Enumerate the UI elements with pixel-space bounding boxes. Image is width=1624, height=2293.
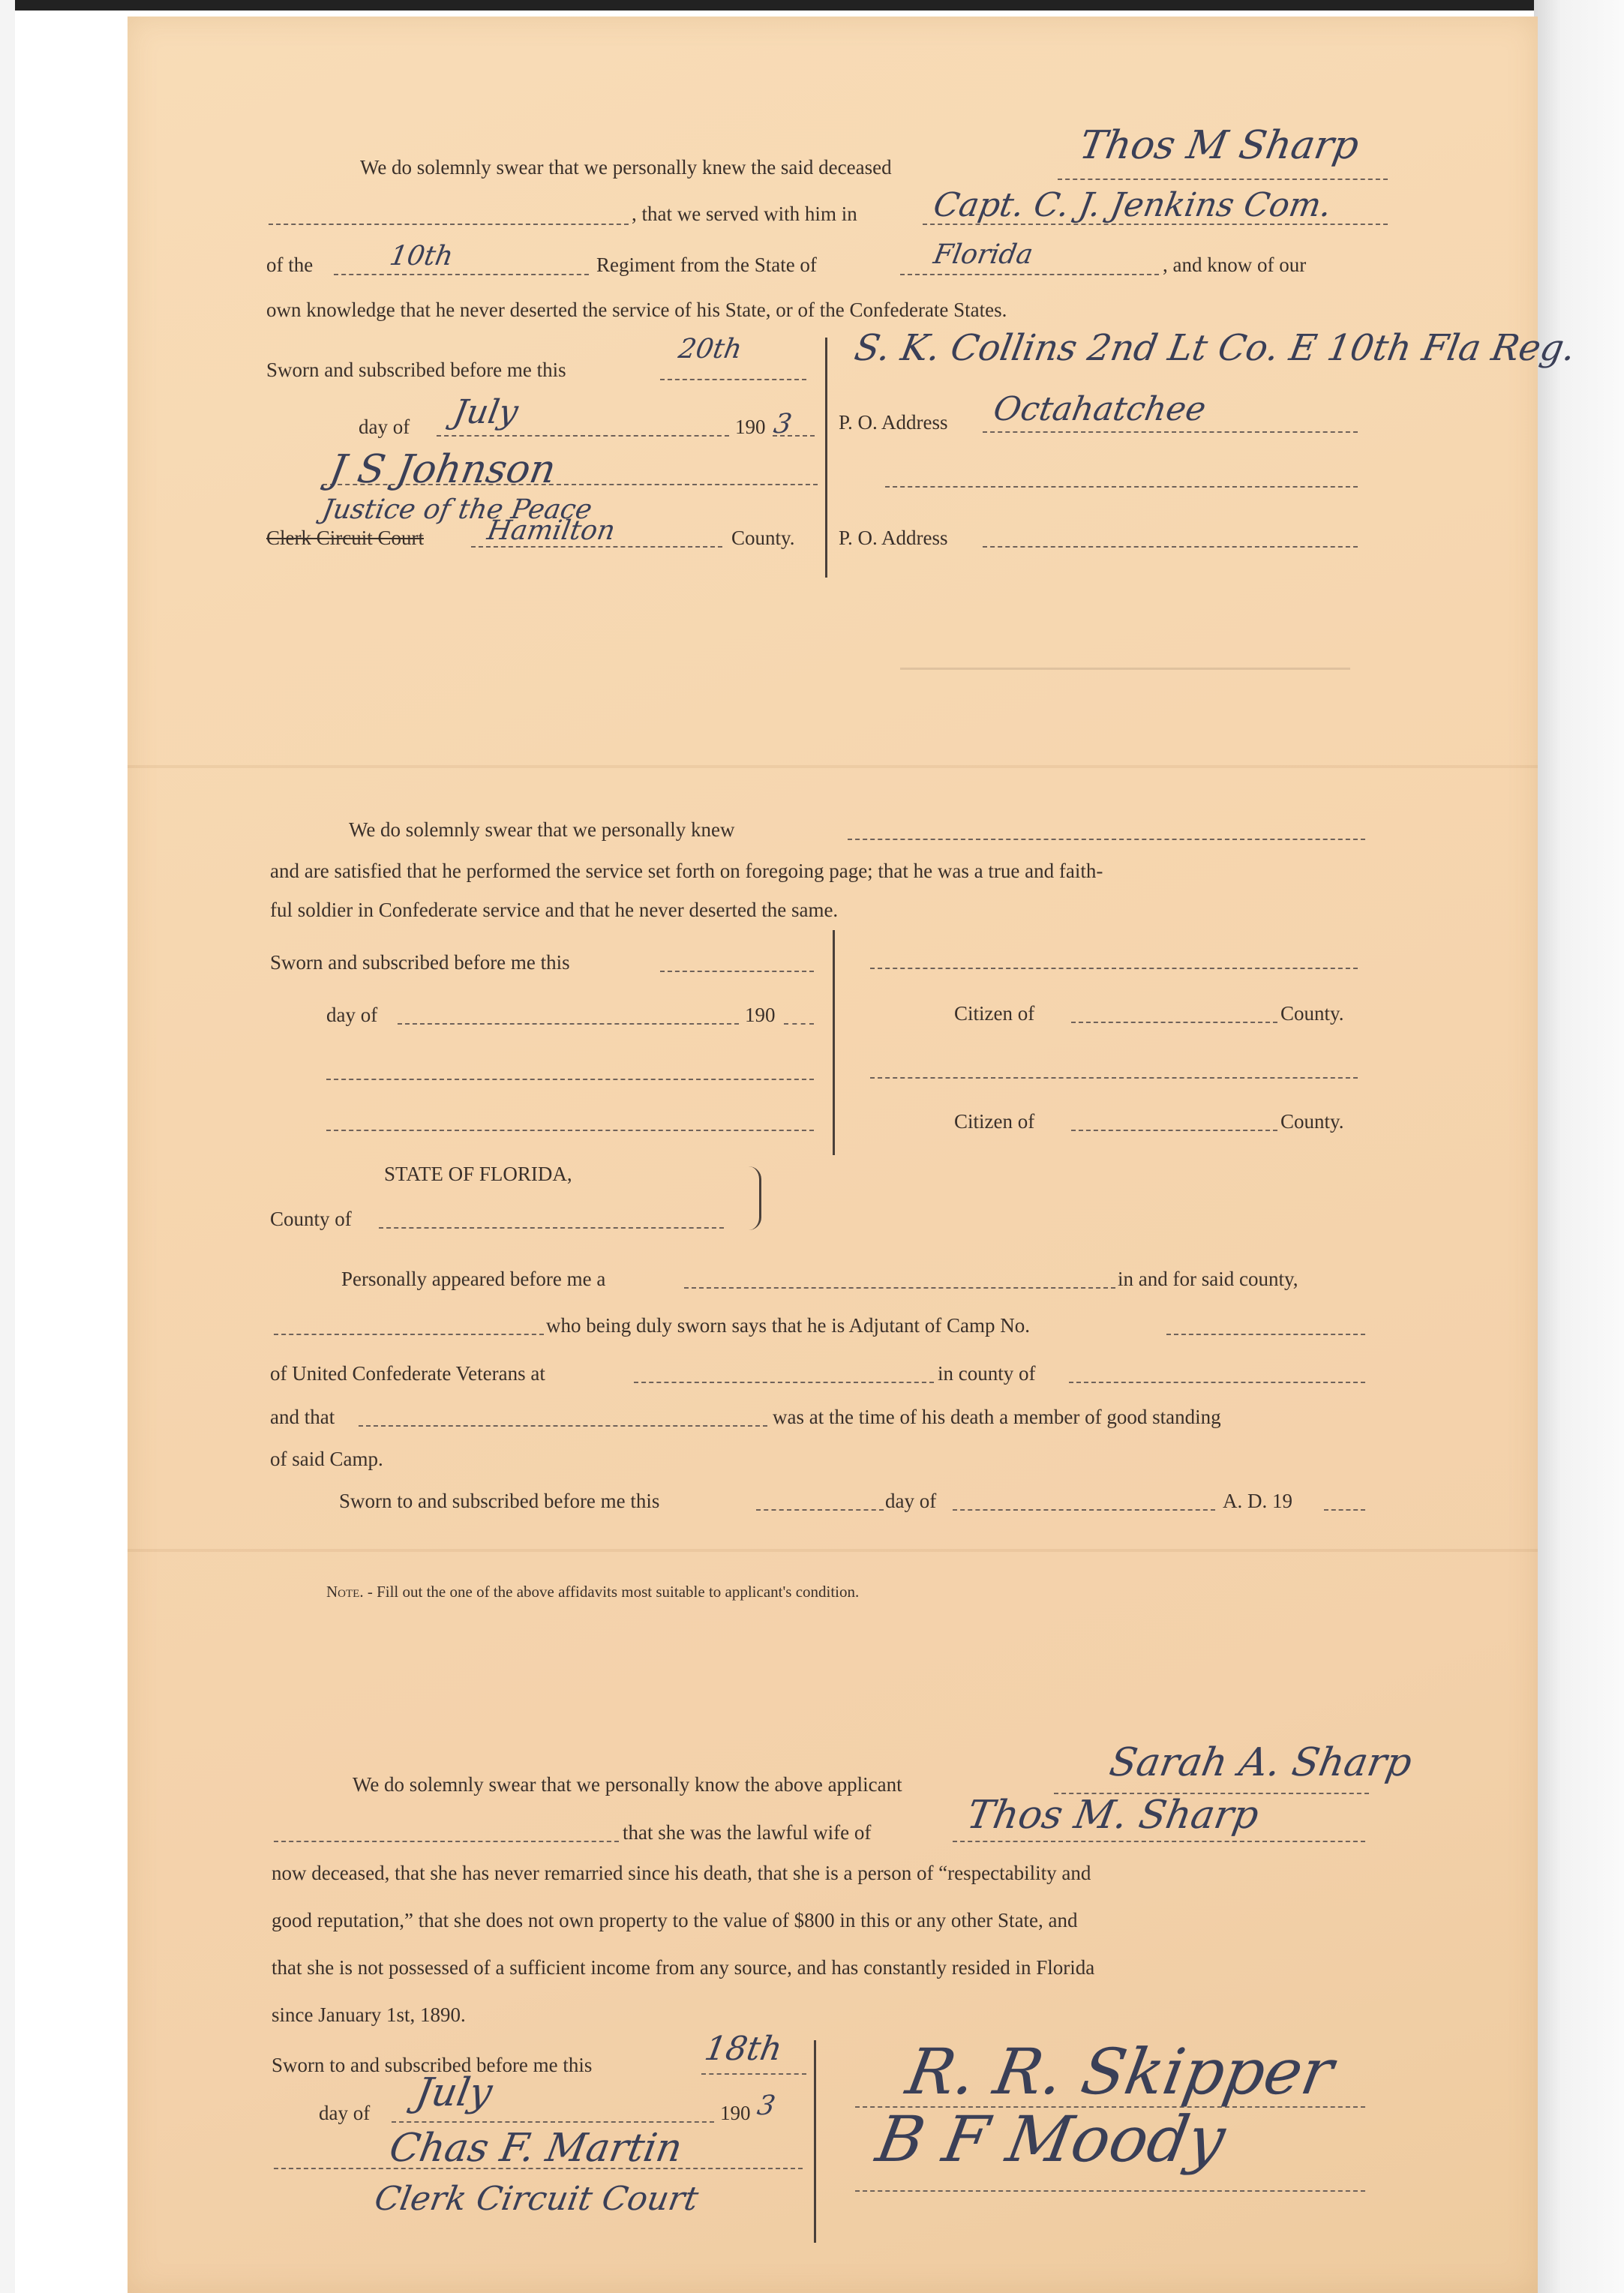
s3-member-name-line — [359, 1425, 767, 1427]
s2-day-of: day of — [326, 1004, 378, 1026]
s2-citizen-of-1: Citizen of — [954, 1002, 1035, 1025]
s4-oath-line3: now deceased, that she has never remarried since his death, that she is a person of “respectability and — [272, 1862, 1091, 1884]
s3-location-line — [634, 1382, 934, 1383]
s4-year-digit: 3 — [755, 2090, 778, 2121]
s4-husband-line — [953, 1841, 1365, 1842]
s3-adjutant-name-line — [274, 1334, 544, 1335]
note-label-text: Note. — [326, 1583, 364, 1601]
s4-applicant-name: Sarah A. Sharp — [1106, 1740, 1415, 1785]
s4-witness2-signature: B F Moody — [871, 2102, 1231, 2176]
s1-oath-line1: We do solemnly swear that we personally knew the said deceased — [360, 156, 892, 179]
s2-oath-line1: We do solemnly swear that we personally knew — [349, 818, 735, 841]
s3-county-of-line — [1069, 1382, 1365, 1383]
s2-sworn-day-line — [660, 971, 814, 972]
s4-sworn-label: Sworn to and subscribed before me this — [272, 2054, 593, 2076]
s1-clerk-label-struck: Clerk Circuit Court — [266, 527, 424, 549]
s1-po-address: Octahatchee — [990, 390, 1209, 428]
s1-po-address-line — [983, 431, 1358, 433]
s1-company: Capt. C. J. Jenkins Com. — [930, 186, 1335, 224]
s4-day-of: day of — [319, 2102, 371, 2124]
s2-brace — [833, 930, 835, 1155]
s1-po-address-line-2 — [983, 546, 1358, 548]
s1-po-address-label: P. O. Address — [839, 411, 948, 434]
s2-month-line — [398, 1023, 739, 1025]
s4-witness2-line — [855, 2190, 1365, 2192]
s1-county-name: Hamilton — [485, 515, 618, 546]
s1-county-line — [471, 546, 722, 548]
note-label — [326, 1584, 859, 1600]
s3-said-county: in and for said county, — [1118, 1268, 1298, 1290]
s1-regiment-from: Regiment from the State of — [596, 254, 817, 276]
s3-state-heading: STATE OF FLORIDA, — [384, 1163, 572, 1185]
s4-oath-line5: that she is not possessed of a sufficient income from any source, and has constantly resided in Florida — [272, 1956, 1095, 1979]
s3-month-line — [953, 1509, 1215, 1511]
s2-citizen-of-2: Citizen of — [954, 1110, 1035, 1133]
s3-sworn-label: Sworn to and subscribed before me this — [339, 1490, 660, 1512]
note-text: - Fill out the one of the above affidavits most suitable to applicant's condition. — [367, 1583, 860, 1601]
bleed-through-mark — [900, 623, 1350, 670]
s4-clerk-signature: Chas F. Martin — [386, 2126, 686, 2171]
s3-day-of: day of — [885, 1490, 937, 1512]
s4-oath-line1: We do solemnly swear that we personally know the above applicant — [353, 1773, 902, 1796]
s4-witness1-signature: R. R. Skipper — [901, 2035, 1339, 2108]
s4-lawful-wife: that she was the lawful wife of — [623, 1821, 872, 1844]
s1-year-digit: 3 — [771, 409, 794, 440]
s4-sworn-month: July — [412, 2070, 496, 2115]
s2-year: 190 — [745, 1004, 776, 1026]
s3-ad-19: A. D. 19 — [1223, 1490, 1292, 1512]
s3-good-standing: was at the time of his death a member of good standing — [773, 1406, 1221, 1428]
s1-witness-signature: S. K. Collins 2nd Lt Co. E 10th Fla Reg. — [851, 327, 1579, 369]
s1-official-signature: J S Johnson — [326, 447, 560, 492]
s2-oath-line3: ful soldier in Confederate service and that he never deserted the same. — [270, 899, 839, 921]
s3-sworn-day-line — [756, 1509, 884, 1511]
s1-po-address-label-2: P. O. Address — [839, 527, 948, 549]
s3-brace — [749, 1166, 761, 1230]
s3-adjutant: who being duly sworn says that he is Adjutant of Camp No. — [546, 1314, 1030, 1337]
scan-border-top — [0, 0, 1624, 11]
s1-sworn-month: July — [450, 393, 521, 431]
scan-border-left — [0, 0, 15, 2293]
paper-fold — [128, 765, 1538, 768]
s3-county-line — [379, 1227, 724, 1229]
s4-sworn-day: 18th — [701, 2030, 785, 2068]
s2-witness1-line — [870, 968, 1358, 969]
s3-and-that: and that — [270, 1406, 335, 1428]
s1-sworn-label: Sworn and subscribed before me this — [266, 359, 566, 381]
s1-regiment-line — [334, 274, 589, 275]
s1-regiment-number: 10th — [387, 241, 456, 272]
s1-of-the: of the — [266, 254, 314, 276]
s3-appeared: Personally appeared before me a — [341, 1268, 606, 1290]
s2-county-label-2: County. — [1280, 1110, 1344, 1133]
s2-sworn-label: Sworn and subscribed before me this — [270, 951, 570, 974]
s3-camp-no-line — [1166, 1334, 1365, 1335]
s2-citizen-county-line-1 — [1071, 1022, 1277, 1023]
s2-witness2-line — [870, 1077, 1358, 1079]
s1-sworn-day-line — [660, 379, 806, 380]
s2-name-line — [848, 839, 1365, 840]
s1-state: Florida — [931, 239, 1036, 270]
s3-official-line — [684, 1287, 1115, 1289]
s3-county-of: County of — [270, 1208, 352, 1230]
s1-county-label: County. — [731, 527, 795, 549]
s4-sworn-day-line — [701, 2073, 806, 2075]
s1-served-with: , that we served with him in — [632, 203, 857, 225]
s4-year-prefix: 190 — [720, 2102, 751, 2124]
s1-year-prefix: 190 — [735, 416, 766, 438]
s2-oath-line2: and are satisfied that he performed the service set forth on foregoing page; that he was a true and faith- — [270, 860, 1103, 882]
s3-said-camp: of said Camp. — [270, 1448, 383, 1470]
s4-month-line — [392, 2121, 714, 2123]
s2-official-line-1 — [326, 1079, 814, 1080]
s3-in-county-of: in county of — [938, 1362, 1036, 1385]
s4-brace — [814, 2040, 816, 2243]
s1-sworn-day: 20th — [676, 334, 745, 365]
paper-fold — [128, 1549, 1538, 1552]
s4-clerk-title: Clerk Circuit Court — [371, 2180, 701, 2218]
s1-year-line — [773, 435, 815, 437]
s1-deceased-line — [1058, 179, 1388, 180]
s1-month-line — [437, 435, 729, 437]
s1-witness2-line — [885, 486, 1358, 488]
s2-citizen-county-line-2 — [1071, 1130, 1277, 1131]
s4-husband-name: Thos M. Sharp — [963, 1793, 1262, 1838]
s1-state-line — [900, 274, 1159, 275]
s1-oath-line4: own knowledge that he never deserted the service of his State, or of the Confederate States. — [266, 299, 1007, 321]
s3-year-line — [1324, 1509, 1365, 1511]
s4-oath-line4: good reputation,” that she does not own property to the value of $800 in this or any other State, and — [272, 1909, 1078, 1931]
s4-oath-line6: since January 1st, 1890. — [272, 2003, 466, 2026]
s1-deceased-name: Thos M Sharp — [1076, 123, 1363, 168]
s2-county-label-1: County. — [1280, 1002, 1344, 1025]
s2-year-line — [784, 1023, 814, 1025]
s1-blank-line — [269, 224, 629, 225]
s4-blank-line — [274, 1841, 619, 1842]
s1-day-of: day of — [359, 416, 410, 438]
s3-ucv-at: of United Confederate Veterans at — [270, 1362, 545, 1385]
s1-know-of-our: , and know of our — [1163, 254, 1307, 276]
s1-official-title: Justice of the Peace — [320, 494, 595, 525]
s2-official-line-2 — [326, 1130, 814, 1131]
s1-brace — [825, 338, 827, 578]
